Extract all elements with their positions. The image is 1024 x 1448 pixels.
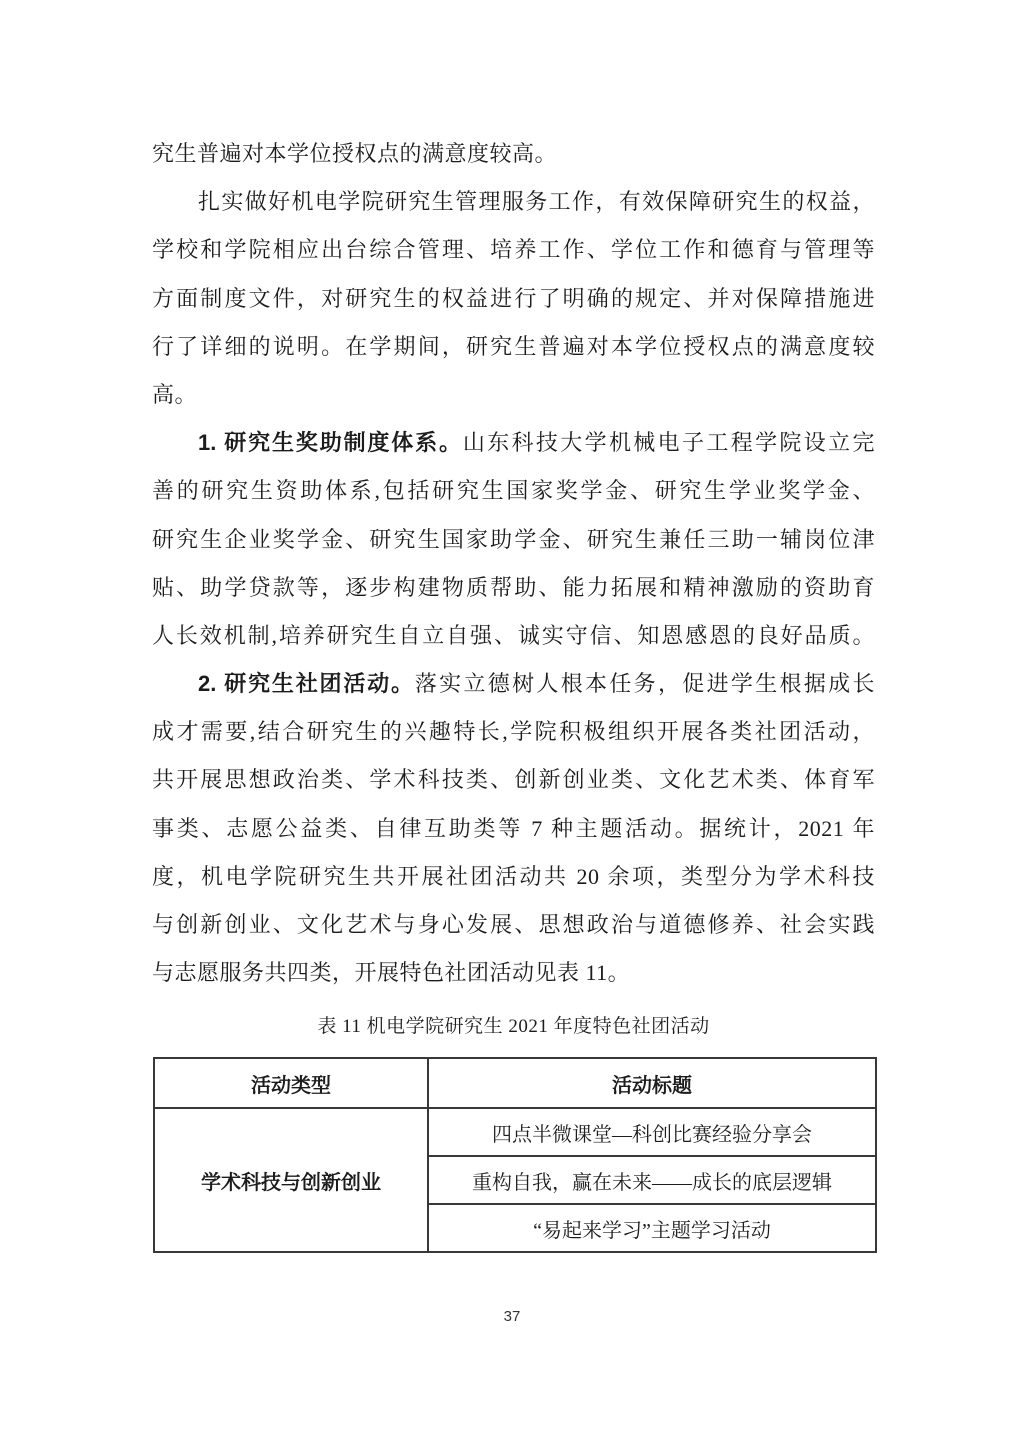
cell-activity-title: 四点半微课堂—科创比赛经验分享会 [428,1108,876,1156]
group-type-label: 学术科技与创新创业 [201,1171,381,1194]
table-header-row [154,1058,876,1108]
cell-activity-title: “易起来学习”主题学习活动 [428,1204,876,1252]
activity-table [153,1057,877,1253]
text-line: 与创新创业、文化艺术与身心发展、思想政治与道德修养、社会实践 [152,912,875,937]
page-number: 37 [503,1308,521,1325]
heading-1-rest: 山东科技大学机械电子工程学院设立完 [462,430,875,456]
text-line: 究生普遍对本学位授权点的满意度较高。 [152,141,558,166]
text-line: 共开展思想政治类、学术科技类、创新创业类、文化艺术类、体育军 [152,767,875,793]
text-line-heading-2 [152,660,875,708]
text-line: 贴、助学贷款等，逐步构建物质帮助、能力拓展和精神激励的资助育 [152,574,875,600]
heading-1-label: 1. 研究生奖助制度体系。 [198,430,463,456]
header-cell-activity-type [154,1058,428,1108]
text-line: 扎实做好机电学院研究生管理服务工作，有效保障研究生的权益， [198,189,875,215]
text-line: 善的研究生资助体系,包括研究生国家奖学金、研究生学业奖学金、 [152,478,875,504]
cell-group-type [154,1108,428,1252]
text-line: 高。 [152,381,198,407]
cell-activity-title: 重构自我，赢在未来——成长的底层逻辑 [428,1156,876,1204]
text-line: 人长效机制,培养研究生自立自强、诚实守信、知恩感恩的良好品质。 [152,622,875,648]
text-line: 度，机电学院研究生共开展社团活动共 20 余项，类型分为学术科技 [152,863,875,889]
text-line: 成才需要,结合研究生的兴趣特长,学院积极组织开展各类社团活动， [152,719,875,745]
text-line: 事类、志愿公益类、自律互助类等 7 种主题活动。据统计，2021 年 [152,815,875,841]
text-line: 行了详细的说明。在学期间，研究生普遍对本学位授权点的满意度较 [152,333,875,359]
document-body [152,130,875,1253]
text-line: 研究生企业奖学金、研究生国家助学金、研究生兼任三助一辅岗位津 [152,526,875,552]
header-cell-activity-title [428,1058,876,1108]
table-caption: 表 11 机电学院研究生 2021 年度特色社团活动 [317,1016,710,1038]
text-line-heading-1 [152,419,875,467]
table-row [154,1108,876,1156]
text-line: 方面制度文件，对研究生的权益进行了明确的规定、并对保障措施进 [152,285,875,311]
text-line: 学校和学院相应出台综合管理、培养工作、学位工作和德育与管理等 [152,237,875,263]
header-activity-title-label: 活动标题 [612,1074,692,1097]
heading-2-rest: 落实立德树人根本任务，促进学生根据成长 [414,671,875,697]
heading-2-label: 2. 研究生社团活动。 [198,671,415,697]
header-activity-type-label: 活动类型 [251,1074,331,1097]
text-line: 与志愿服务共四类，开展特色社团活动见表 11。 [152,960,631,986]
